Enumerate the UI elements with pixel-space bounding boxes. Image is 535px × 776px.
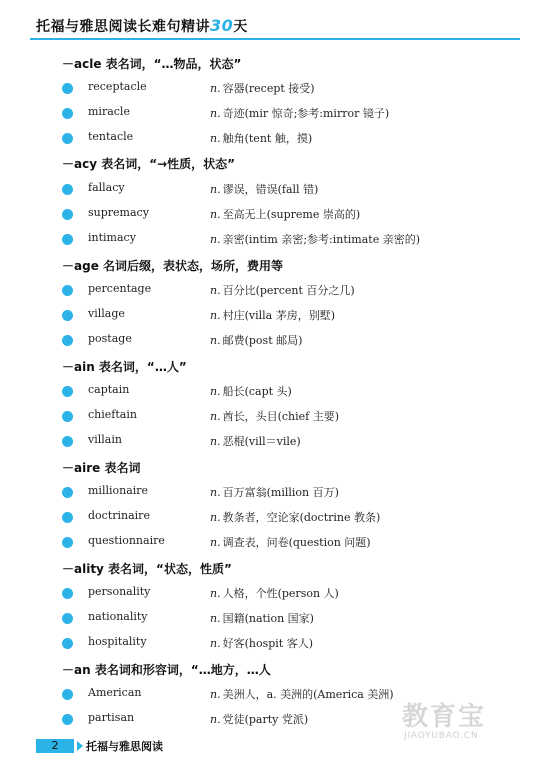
vocab-word: miracle <box>88 105 130 118</box>
section-title: －ain 表名词，“…人” <box>62 360 187 374</box>
definition-text: 触角(tent 触，摸) <box>222 132 313 145</box>
part-of-speech: n. <box>210 107 221 120</box>
bullet-icon <box>62 537 73 548</box>
definition-text: 船长(capt 头) <box>222 385 292 398</box>
vocab-definition <box>210 307 335 323</box>
part-of-speech: n. <box>210 688 221 701</box>
list-item <box>0 307 535 327</box>
watermark-sub: JIAOYUBAO.CN <box>404 731 479 741</box>
part-of-speech: n. <box>210 309 221 322</box>
definition-text: 百万富翁(million 百万) <box>222 486 339 499</box>
vocab-word: doctrinaire <box>88 509 150 522</box>
watermark-main: 教育宝 <box>402 702 487 732</box>
vocab-word: receptacle <box>88 80 147 93</box>
vocab-word: millionaire <box>88 484 149 497</box>
list-item <box>0 181 535 201</box>
list-item <box>0 282 535 302</box>
vocab-definition <box>210 509 380 525</box>
list-item <box>0 408 535 428</box>
bullet-icon <box>62 83 73 94</box>
bullet-icon <box>62 209 73 220</box>
list-item <box>0 206 535 226</box>
bullet-icon <box>62 613 73 624</box>
part-of-speech: n. <box>210 334 221 347</box>
bullet-icon <box>62 411 73 422</box>
list-item <box>0 231 535 251</box>
bullet-icon <box>62 310 73 321</box>
bullet-icon <box>62 436 73 447</box>
section-title: －ality 表名词，“状态，性质” <box>62 562 232 576</box>
list-item <box>0 130 535 150</box>
section-title: －an 表名词和形容词，“…地方，…人 <box>62 663 271 677</box>
list-item <box>0 635 535 655</box>
bullet-icon <box>62 638 73 649</box>
vocab-definition <box>210 635 313 651</box>
definition-text: 调查表，问卷(question 问题) <box>222 536 371 549</box>
vocab-word: fallacy <box>88 181 125 194</box>
page-header <box>0 0 535 40</box>
part-of-speech: n. <box>210 183 221 196</box>
list-item <box>0 332 535 352</box>
list-item <box>0 80 535 100</box>
definition-text: 恶棍(vill＝vile) <box>222 435 301 448</box>
definition-text: 百分比(percent 百分之几) <box>222 284 355 297</box>
vocab-word: nationality <box>88 610 148 623</box>
vocab-word: tentacle <box>88 130 134 143</box>
bullet-icon <box>62 714 73 725</box>
list-item <box>0 484 535 504</box>
vocab-word: American <box>88 686 142 699</box>
vocab-definition <box>210 686 394 702</box>
vocab-word: partisan <box>88 711 135 724</box>
part-of-speech: n. <box>210 132 221 145</box>
vocab-word: questionnaire <box>88 534 165 547</box>
list-item <box>0 105 535 125</box>
list-item <box>0 585 535 605</box>
section-title: －age 名词后缀，表状态，场所，费用等 <box>62 259 284 273</box>
part-of-speech: n. <box>210 536 221 549</box>
vocab-definition <box>210 610 314 626</box>
definition-text: 教条者，空论家(doctrine 教条) <box>222 511 381 524</box>
definition-text: 国籍(nation 国家) <box>222 612 314 625</box>
vocab-word: intimacy <box>88 231 136 244</box>
vocab-definition <box>210 408 339 424</box>
part-of-speech: n. <box>210 233 221 246</box>
footer-title: 托福与雅思阅读 <box>86 740 163 753</box>
header-divider <box>30 38 520 40</box>
book-title-suffix: 天 <box>233 19 248 35</box>
page-number: 2 <box>36 739 74 753</box>
list-item <box>0 610 535 630</box>
vocab-word: personality <box>88 585 151 598</box>
vocab-definition <box>210 484 339 500</box>
vocab-definition <box>210 80 315 96</box>
vocab-definition <box>210 383 292 399</box>
definition-text: 谬误，错误(fall 错) <box>222 183 319 196</box>
triangle-right-icon <box>77 741 83 751</box>
part-of-speech: n. <box>210 435 221 448</box>
bullet-icon <box>62 512 73 523</box>
definition-text: 酋长，头目(chief 主要) <box>222 410 340 423</box>
part-of-speech: n. <box>210 82 221 95</box>
list-item <box>0 383 535 403</box>
vocab-definition <box>210 130 312 146</box>
bullet-icon <box>62 184 73 195</box>
part-of-speech: n. <box>210 410 221 423</box>
definition-text: 邮费(post 邮局) <box>222 334 303 347</box>
vocab-definition <box>210 282 355 298</box>
part-of-speech: n. <box>210 284 221 297</box>
book-title <box>36 16 248 36</box>
section-title: －aire 表名词 <box>62 461 141 475</box>
definition-text: 村庄(villa 茅房，别墅) <box>222 309 335 322</box>
bullet-icon <box>62 108 73 119</box>
vocab-word: supremacy <box>88 206 149 219</box>
definition-text: 美洲人，a. 美洲的(America 美洲) <box>222 688 394 701</box>
vocab-definition <box>210 231 420 247</box>
definition-text: 容器(recept 接受) <box>222 82 315 95</box>
vocab-word: percentage <box>88 282 152 295</box>
vocab-definition <box>210 534 371 550</box>
bullet-icon <box>62 386 73 397</box>
vocab-word: captain <box>88 383 130 396</box>
bullet-icon <box>62 234 73 245</box>
definition-text: 奇迹(mir 惊奇;参考:mirror 镜子) <box>222 107 390 120</box>
part-of-speech: n. <box>210 587 221 600</box>
part-of-speech: n. <box>210 612 221 625</box>
vocab-word: chieftain <box>88 408 137 421</box>
vocab-definition <box>210 206 360 222</box>
definition-text: 人格，个性(person 人) <box>222 587 339 600</box>
vocab-definition <box>210 711 308 727</box>
bullet-icon <box>62 487 73 498</box>
bullet-icon <box>62 588 73 599</box>
section-title: －acle 表名词，“…物品，状态” <box>62 57 242 71</box>
bullet-icon <box>62 689 73 700</box>
vocab-word: hospitality <box>88 635 147 648</box>
book-title-prefix: 托福与雅思阅读长难句精讲 <box>36 19 210 35</box>
bullet-icon <box>62 335 73 346</box>
section-title: －acy 表名词，“→性质，状态” <box>62 157 236 171</box>
part-of-speech: n. <box>210 208 221 221</box>
vocab-definition <box>210 181 318 197</box>
part-of-speech: n. <box>210 713 221 726</box>
definition-text: 至高无上(supreme 崇高的) <box>222 208 361 221</box>
part-of-speech: n. <box>210 486 221 499</box>
vocab-word: villain <box>88 433 122 446</box>
part-of-speech: n. <box>210 385 221 398</box>
watermark <box>402 696 520 756</box>
vocab-word: postage <box>88 332 132 345</box>
definition-text: 党徒(party 党派) <box>222 713 309 726</box>
bullet-icon <box>62 285 73 296</box>
vocab-definition <box>210 332 302 348</box>
part-of-speech: n. <box>210 511 221 524</box>
vocab-definition <box>210 105 389 121</box>
definition-text: 亲密(intim 亲密;参考:intimate 亲密的) <box>222 233 421 246</box>
list-item <box>0 433 535 453</box>
book-title-number: 30 <box>210 16 234 35</box>
bullet-icon <box>62 133 73 144</box>
vocab-word: village <box>88 307 125 320</box>
list-item <box>0 534 535 554</box>
definition-text: 好客(hospit 客人) <box>222 637 314 650</box>
part-of-speech: n. <box>210 637 221 650</box>
vocab-definition <box>210 585 339 601</box>
list-item <box>0 509 535 529</box>
vocab-definition <box>210 433 301 449</box>
